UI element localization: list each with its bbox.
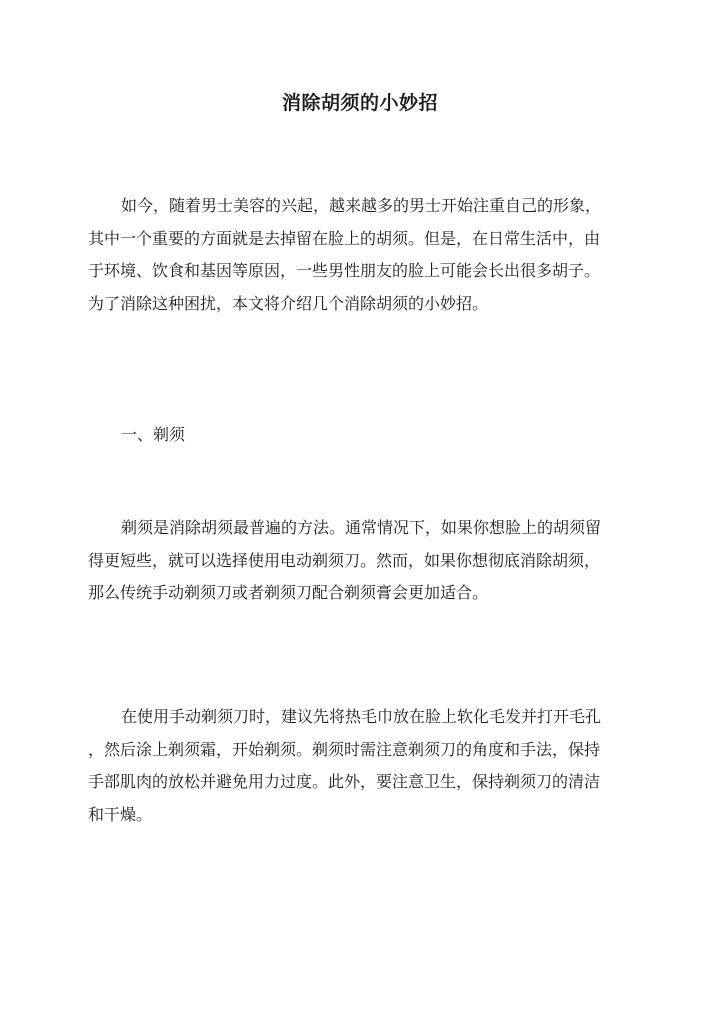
section-heading-text: 一、剃须 [121,425,186,444]
text-line: 在使用手动剃须刀时，建议先将热毛巾放在脸上软化毛发并打开毛孔 [121,707,602,726]
text-line: 为了消除这种困扰，本文将介绍几个消除胡须的小妙招。 [88,294,489,314]
shaving-paragraph-1 [88,512,633,610]
text-line: ，然后涂上剃须霜，开始剃须。剃须时需注意剃须刀的角度和手法，保持 [88,739,601,759]
text-line: 那么传统手动剃须刀或者剃须刀配合剃须膏会更加适合。 [88,583,489,603]
section-heading [88,419,633,452]
document-title: 消除胡须的小妙招 [281,92,438,114]
intro-paragraph [88,190,633,321]
text-line: 和干燥。 [88,805,153,825]
text-line: 如今，随着男士美容的兴起，越来越多的男士开始注重自己的形象， [121,196,602,215]
text-line: 其中一个重要的方面就是去掉留在脸上的胡须。但是，在日常生活中，由 [88,228,601,248]
text-line: 于环境、饮食和基因等原因，一些男性朋友的脸上可能会长出很多胡子。 [88,261,601,281]
text-line: 手部肌肉的放松并避免用力过度。此外，要注意卫生，保持剃须刀的清洁 [88,772,601,792]
text-line: 得更短些，就可以选择使用电动剃须刀。然而，如果你想彻底消除胡须， [88,550,601,570]
shaving-paragraph-2 [88,701,633,832]
text-line: 剃须是消除胡须最普遍的方法。通常情况下，如果你想脸上的胡须留 [121,518,602,537]
